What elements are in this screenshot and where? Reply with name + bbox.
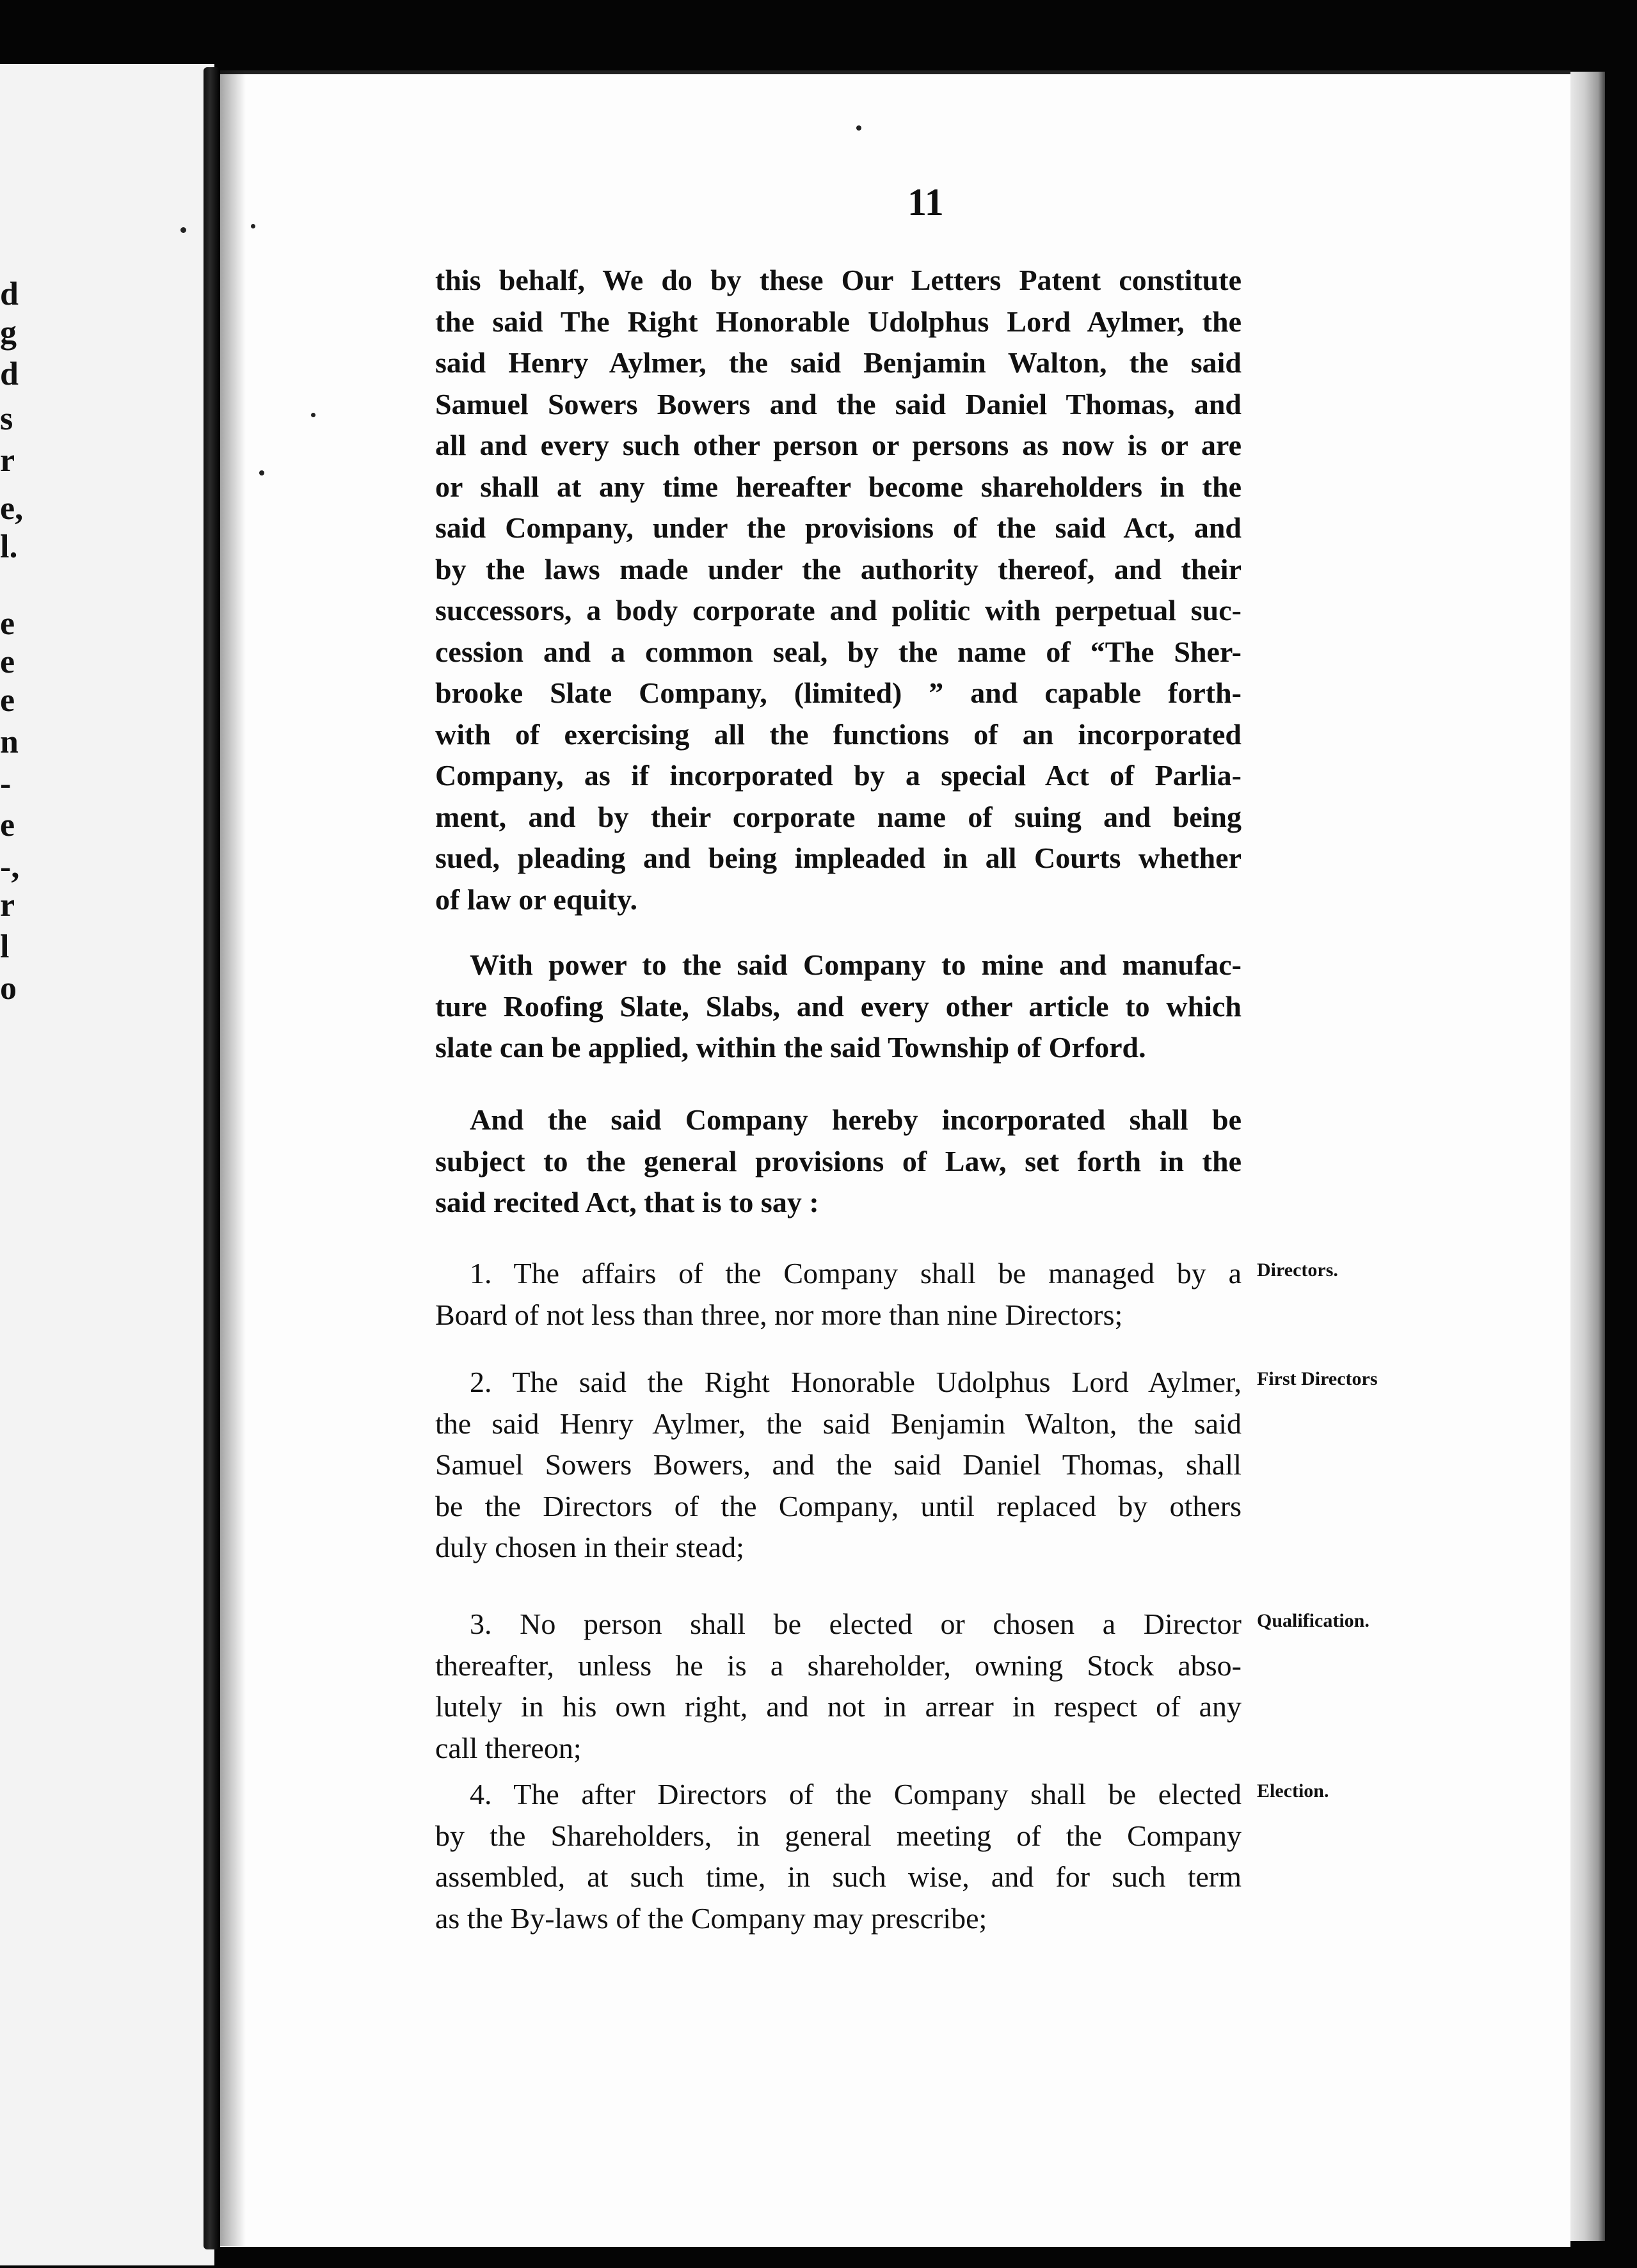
text-line: ment, and by their corporate name of suing and being: [435, 800, 1242, 833]
text-line: Samuel Sowers Bowers and the said Daniel Thomas, and: [435, 387, 1242, 420]
left-bleed-char: r: [0, 887, 15, 923]
page-number: 11: [907, 181, 944, 223]
left-bleed-char: n: [0, 724, 19, 760]
text-line: cession and a common seal, by the name of “The Sher-: [435, 635, 1242, 668]
text-line: assembled, at such time, in such wise, and for such term: [435, 1860, 1242, 1893]
left-bleed-char: -: [0, 765, 12, 802]
left-bleed-char: l.: [0, 529, 18, 565]
text-line: the said The Right Honorable Udolphus Lord Aylmer, the: [435, 305, 1242, 338]
text-line: said Company, under the provisions of the said Act, and: [435, 511, 1242, 544]
left-bleed-char: e: [0, 605, 15, 642]
left-bleed-char: -,: [0, 849, 20, 885]
text-line: this behalf, We do by these Our Letters Patent constitute: [435, 264, 1242, 296]
scan-speck: [259, 470, 264, 475]
text-line: Board of not less than three, nor more than nine Directors;: [435, 1298, 1123, 1331]
text-line: slate can be applied, within the said Township of Orford.: [435, 1031, 1146, 1064]
text-line: 4. The after Directors of the Company shall be elected: [470, 1778, 1242, 1810]
paragraph-p4: [435, 1253, 1242, 1336]
text-line: by the laws made under the authority thereof, and their: [435, 552, 1242, 586]
paragraph-p3: [435, 1099, 1242, 1224]
text-line: all and every such other person or persons as now is or are: [435, 429, 1242, 461]
left-bleed-char: e,: [0, 490, 24, 527]
left-bleed-char: g: [0, 314, 17, 351]
text-line: sued, pleading and being impleaded in all Courts whether: [435, 842, 1242, 874]
text-line: brooke Slate Company, (limited) ” and capable forth-: [435, 676, 1242, 709]
scan-speck: [180, 227, 186, 233]
text-line: as the By-laws of the Company may prescribe;: [435, 1901, 987, 1935]
left-bleed-char: e: [0, 682, 15, 719]
scan-speck: [311, 413, 315, 417]
text-line: 1. The affairs of the Company shall be managed by a: [470, 1257, 1242, 1290]
paragraph-p1: [435, 260, 1242, 920]
left-bleed-char: e: [0, 807, 15, 843]
margin-note-first-directors: First Directors: [1257, 1368, 1378, 1389]
text-line: be the Directors of the Company, until replaced by others: [435, 1489, 1242, 1522]
text-line: or shall at any time hereafter become shareholders in the: [435, 470, 1242, 503]
left-bleed-char: s: [0, 401, 13, 437]
text-line: Company, as if incorporated by a special Act of Parlia-: [435, 759, 1242, 792]
left-bleed-char: r: [0, 442, 15, 479]
text-line: call thereon;: [435, 1731, 582, 1764]
left-bleed-char: e: [0, 644, 15, 680]
text-line: said recited Act, that is to say :: [435, 1186, 819, 1218]
left-bleed-char: d: [0, 276, 19, 312]
page-edge: [1570, 72, 1605, 2241]
margin-note-qualification: Qualification.: [1257, 1610, 1369, 1631]
left-bleed-char: d: [0, 356, 19, 392]
text-line: thereafter, unless he is a shareholder, owning Stock abso-: [435, 1649, 1242, 1682]
paragraph-p2: [435, 945, 1242, 1069]
text-line: by the Shareholders, in general meeting of the Company: [435, 1819, 1242, 1852]
text-line: duly chosen in their stead;: [435, 1531, 744, 1563]
margin-note-election: Election.: [1257, 1780, 1329, 1801]
scan-speck: [856, 125, 861, 131]
paragraph-p7: [435, 1774, 1242, 1939]
left-bleed-char: o: [0, 970, 17, 1007]
text-line: ture Roofing Slate, Slabs, and every other article to which: [435, 989, 1242, 1023]
text-line: successors, a body corporate and politic with perpetual suc-: [435, 594, 1242, 627]
text-line: Samuel Sowers Bowers, and the said Daniel Thomas, shall: [435, 1448, 1242, 1481]
text-line: said Henry Aylmer, the said Benjamin Walton, the said: [435, 346, 1242, 379]
text-line: And the said Company hereby incorporated shall be: [470, 1103, 1242, 1136]
scan-speck: [251, 224, 255, 228]
text-line: the said Henry Aylmer, the said Benjamin Walton, the said: [435, 1407, 1242, 1440]
text-line: lutely in his own right, and not in arrear in respect of any: [435, 1690, 1242, 1723]
paragraph-p5: [435, 1362, 1242, 1569]
paragraph-p6: [435, 1604, 1242, 1769]
text-line: 2. The said the Right Honorable Udolphus Lord Aylmer,: [470, 1366, 1242, 1398]
text-line: 3. No person shall be elected or chosen a Director: [470, 1608, 1242, 1640]
margin-note-directors: Directors.: [1257, 1259, 1338, 1281]
left-page-fragment: [0, 64, 214, 2265]
text-line: subject to the general provisions of Law, set forth in the: [435, 1144, 1242, 1178]
left-bleed-char: l: [0, 929, 10, 965]
text-line: With power to the said Company to mine and manufac-: [470, 948, 1242, 981]
book-binding: [204, 67, 220, 2249]
text-line: with of exercising all the functions of an incorporated: [435, 717, 1242, 751]
binding-shadow: [220, 70, 246, 2246]
text-line: of law or equity.: [435, 882, 638, 916]
